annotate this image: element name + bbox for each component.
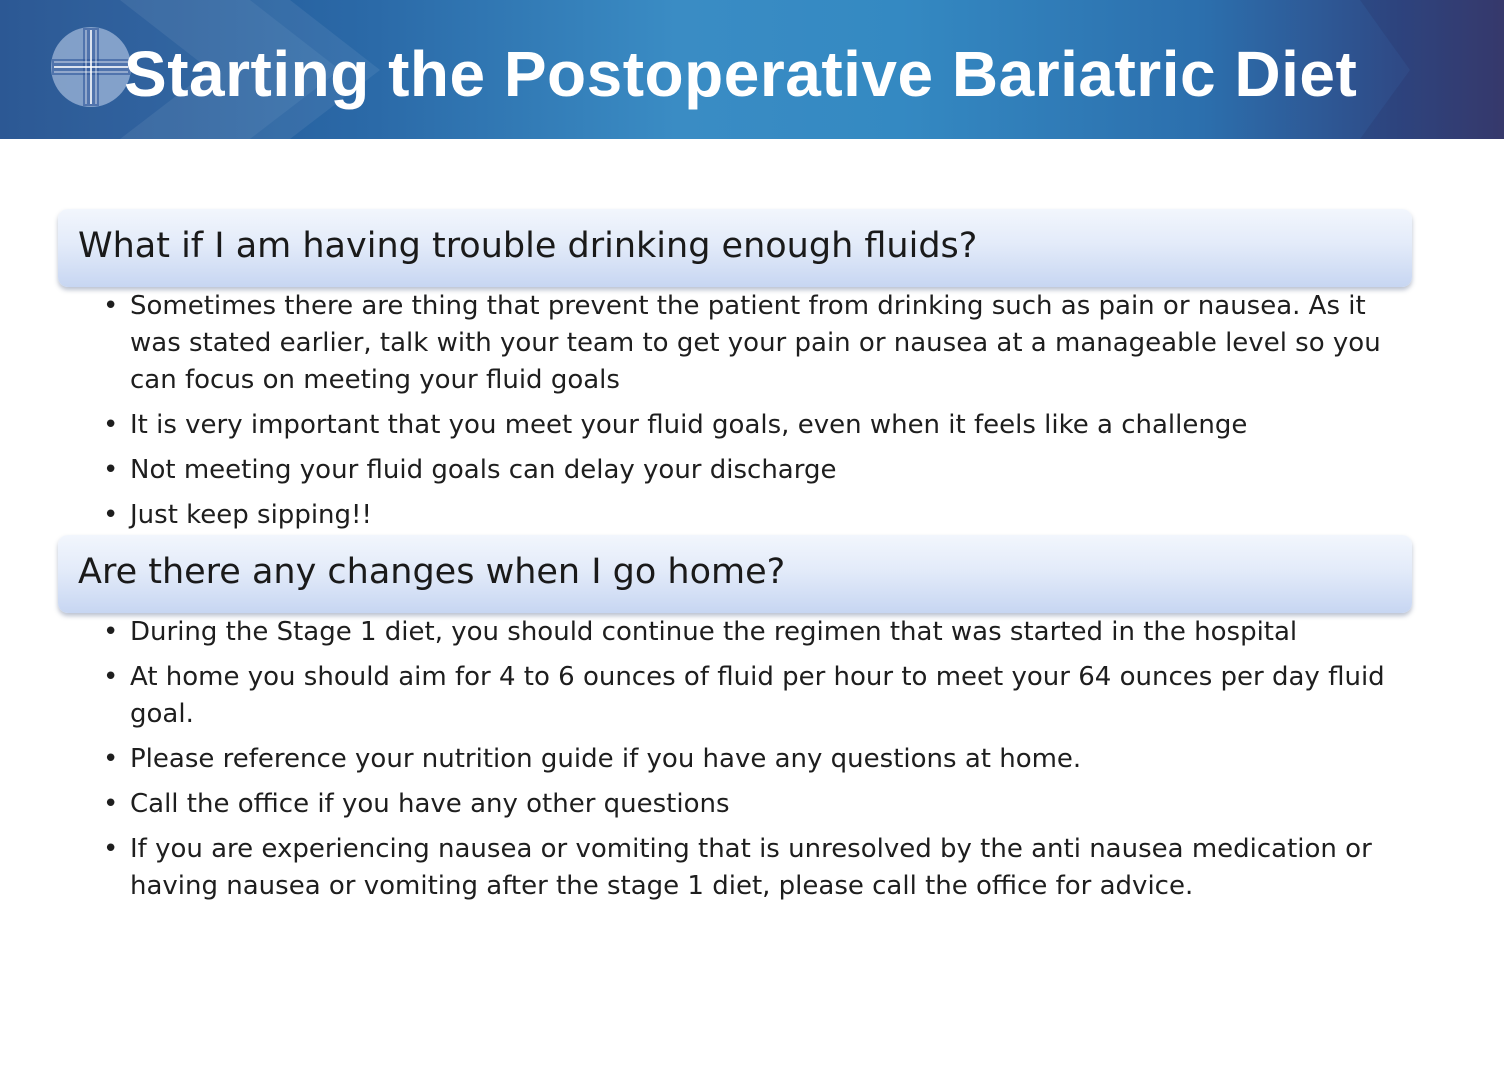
list-item — [100, 407, 1390, 444]
bullet-icon: • — [103, 410, 119, 440]
bullet-icon: • — [103, 834, 119, 864]
section-heading: Are there any changes when I go home? — [78, 552, 786, 592]
list-item-text: It is very important that you meet your fluid goals, even when it feels like a challenge — [130, 410, 1248, 440]
list-item-text: At home you should aim for 4 to 6 ounces of fluid per hour to meet your 64 ounces per day fluid goal. — [130, 662, 1385, 729]
bullet-list-fluids — [100, 288, 1390, 542]
list-item-text: Just keep sipping!! — [130, 500, 372, 530]
section-header-fluids — [58, 209, 1412, 287]
title-banner — [0, 0, 1504, 139]
list-item — [100, 741, 1390, 778]
cross-globe-icon — [50, 26, 132, 108]
list-item — [100, 831, 1390, 905]
section-heading: What if I am having trouble drinking enough fluids? — [78, 226, 978, 266]
bullet-icon: • — [103, 662, 119, 692]
bullet-icon: • — [103, 789, 119, 819]
list-item-text: Sometimes there are thing that prevent the patient from drinking such as pain or nausea. As it was stated earlier, talk with your team to get your pain or nausea at a manageable level so you can focus on meeting your fluid goals — [130, 291, 1381, 395]
list-item-text: Not meeting your fluid goals can delay your discharge — [130, 455, 837, 485]
list-item — [100, 786, 1390, 823]
bullet-icon: • — [103, 617, 119, 647]
bullet-icon: • — [103, 455, 119, 485]
bullet-list-home — [100, 614, 1390, 913]
list-item — [100, 497, 1390, 534]
page-title: Starting the Postoperative Bariatric Diet — [124, 38, 1358, 110]
list-item — [100, 659, 1390, 733]
list-item-text: If you are experiencing nausea or vomiting that is unresolved by the anti nausea medication or having nausea or vomiting after the stage 1 diet, please call the office for advice. — [130, 834, 1372, 901]
list-item — [100, 288, 1390, 399]
bullet-icon: • — [103, 500, 119, 530]
list-item-text: Call the office if you have any other questions — [130, 789, 730, 819]
section-header-home — [58, 535, 1412, 613]
list-item-text: Please reference your nutrition guide if you have any questions at home. — [130, 744, 1082, 774]
list-item — [100, 452, 1390, 489]
bullet-icon: • — [103, 744, 119, 774]
bullet-icon: • — [103, 291, 119, 321]
list-item-text: During the Stage 1 diet, you should continue the regimen that was started in the hospital — [130, 617, 1298, 647]
list-item — [100, 614, 1390, 651]
